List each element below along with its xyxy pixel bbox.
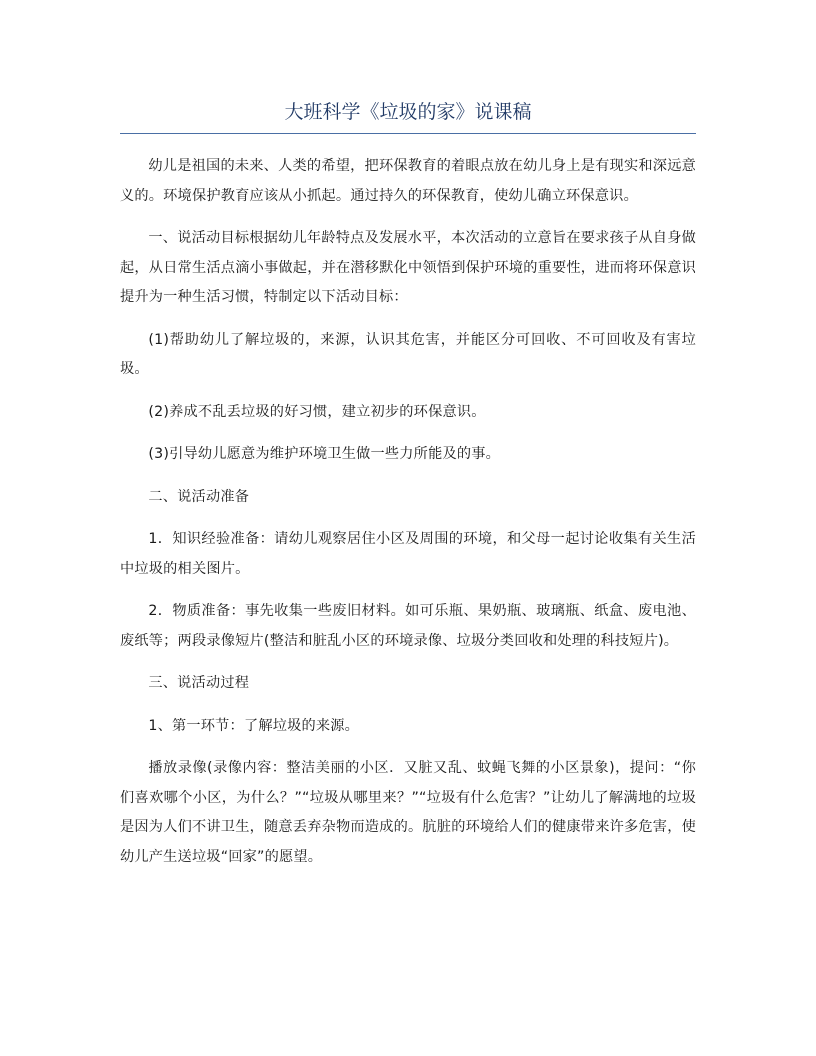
section-objectives-paragraph: 一、说活动目标根据幼儿年龄特点及发展水平，本次活动的立意旨在要求孩子从自身做起，从日常生活点滴小事做起，并在潜移默化中领悟到保护环境的重要性，进而将环保意识提升为一种生活习惯，特制定以下活动目标： xyxy=(120,230,696,305)
objective-3: (3)引导幼儿愿意为维护环境卫生做一些力所能及的事。 xyxy=(148,446,501,462)
document-title: 大班科学《垃圾的家》说课稿 xyxy=(284,101,532,123)
section-process-heading: 三、说活动过程 xyxy=(148,675,250,691)
title-underline xyxy=(120,133,696,134)
intro-paragraph: 幼儿是祖国的未来、人类的希望，把环保教育的着眼点放在幼儿身上是有现实和深远意义的。环境保护教育应该从小抓起。通过持久的环保教育，使幼儿确立环保意识。 xyxy=(120,158,696,204)
process-step-1-body: 播放录像(录像内容：整洁美丽的小区．又脏又乱、蚊蝇飞舞的小区景象)，提问：“你们喜欢哪个小区，为什么？”“垃圾从哪里来？”“垃圾有什么危害？”让幼儿了解满地的垃圾是因为人们不讲卫生，随意丢弃杂物而造成的。肮脏的环境给人们的健康带来许多危害，使幼儿产生送垃圾“回家”的愿望。 xyxy=(120,760,696,865)
preparation-materials: 2．物质准备：事先收集一些废旧材料。如可乐瓶、果奶瓶、玻璃瓶、纸盒、废电池、废纸等；两段录像短片(整洁和脏乱小区的环境录像、垃圾分类回收和处理的科技短片)。 xyxy=(120,603,696,649)
objective-1: (1)帮助幼儿了解垃圾的，来源，认识其危害，并能区分可回收、不可回收及有害垃圾。 xyxy=(120,331,696,377)
objective-2: (2)养成不乱丢垃圾的好习惯，建立初步的环保意识。 xyxy=(148,403,486,420)
preparation-knowledge: 1．知识经验准备：请幼儿观察居住小区及周围的环境，和父母一起讨论收集有关生活中垃圾的相关图片。 xyxy=(120,531,696,577)
section-preparation-heading: 二、说活动准备 xyxy=(148,488,250,505)
document-body xyxy=(120,152,696,885)
process-step-1-heading: 1、第一环节：了解垃圾的来源。 xyxy=(148,717,360,734)
